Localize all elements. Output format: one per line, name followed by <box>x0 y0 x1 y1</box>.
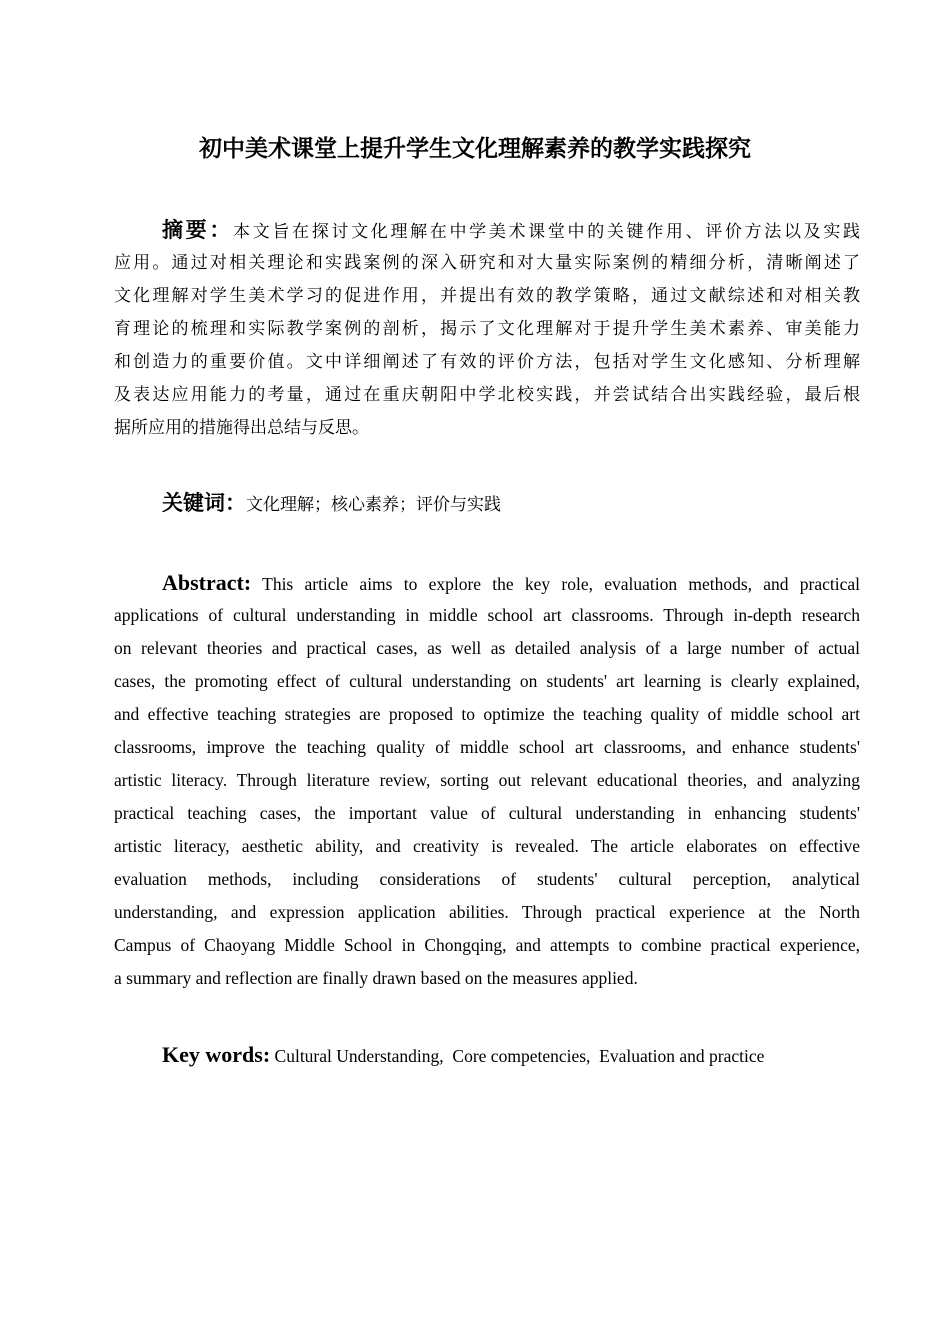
keywords-line <box>114 487 860 520</box>
abstract-label: Abstract: <box>162 570 252 595</box>
abstract-line <box>114 214 860 247</box>
abstract-label: 摘要： <box>162 218 234 242</box>
abstract-line: 和创造力的重要价值。文中详细阐述了有效的评价方法，包括对学生文化感知、分析理解 <box>114 352 860 372</box>
abstract-line: understanding, and expression application abilities. Through practical experience at the North <box>114 902 860 922</box>
abstract-line: 应用。通过对相关理论和实践案例的深入研究和对大量实际案例的精细分析，清晰阐述了 <box>114 253 860 273</box>
chinese-keywords <box>114 487 860 520</box>
abstract-line <box>114 566 860 599</box>
abstract-line: practical teaching cases, the important value of cultural understanding in enhancing students' <box>114 803 860 823</box>
abstract-text: 本文旨在探讨文化理解在中学美术课堂中的关键作用、评价方法以及实践 <box>233 222 861 242</box>
abstract-line: artistic literacy, aesthetic ability, and creativity is revealed. The article elaborates on effective <box>114 836 860 856</box>
keywords-line <box>114 1038 860 1071</box>
keywords-text: 文化理解；核心素养；评价与实践 <box>246 495 501 515</box>
chinese-abstract <box>114 214 860 445</box>
english-abstract <box>114 566 860 995</box>
abstract-line: cases, the promoting effect of cultural understanding on students' art learning is clearly explained, <box>114 671 860 691</box>
keywords-text: Cultural Understanding, Core competencies, Evaluation and practice <box>274 1046 765 1066</box>
abstract-line: classrooms, improve the teaching quality of middle school art classrooms, and enhance students' <box>114 737 860 757</box>
abstract-line: 育理论的梳理和实际教学案例的剖析，揭示了文化理解对于提升学生美术素养、审美能力 <box>114 319 860 339</box>
keywords-label: Key words: <box>162 1042 271 1067</box>
abstract-line: Campus of Chaoyang Middle School in Chongqing, and attempts to combine practical experience, <box>114 935 860 955</box>
abstract-line: artistic literacy. Through literature review, sorting out relevant educational theories, and analyzing <box>114 770 860 790</box>
abstract-line: evaluation methods, including considerations of students' cultural perception, analytical <box>114 869 860 889</box>
abstract-line: on relevant theories and practical cases, as well as detailed analysis of a large number of actual <box>114 638 860 658</box>
document-title: 初中美术课堂上提升学生文化理解素养的教学实践探究 <box>199 136 751 162</box>
keywords-label: 关键词： <box>162 491 246 515</box>
abstract-line: 据所应用的措施得出总结与反思。 <box>114 418 369 438</box>
english-keywords <box>114 1038 860 1071</box>
abstract-line: 及表达应用能力的考量，通过在重庆朝阳中学北校实践，并尝试结合出实践经验，最后根 <box>114 385 860 405</box>
abstract-line: 文化理解对学生美术学习的促进作用，并提出有效的教学策略，通过文献综述和对相关教 <box>114 286 860 306</box>
abstract-line: a summary and reflection are finally drawn based on the measures applied. <box>114 968 638 988</box>
abstract-text: This article aims to explore the key role, evaluation methods, and practical <box>262 574 860 594</box>
abstract-line: applications of cultural understanding in middle school art classrooms. Through in-depth research <box>114 605 860 625</box>
abstract-line: and effective teaching strategies are proposed to optimize the teaching quality of middle school art <box>114 704 860 724</box>
